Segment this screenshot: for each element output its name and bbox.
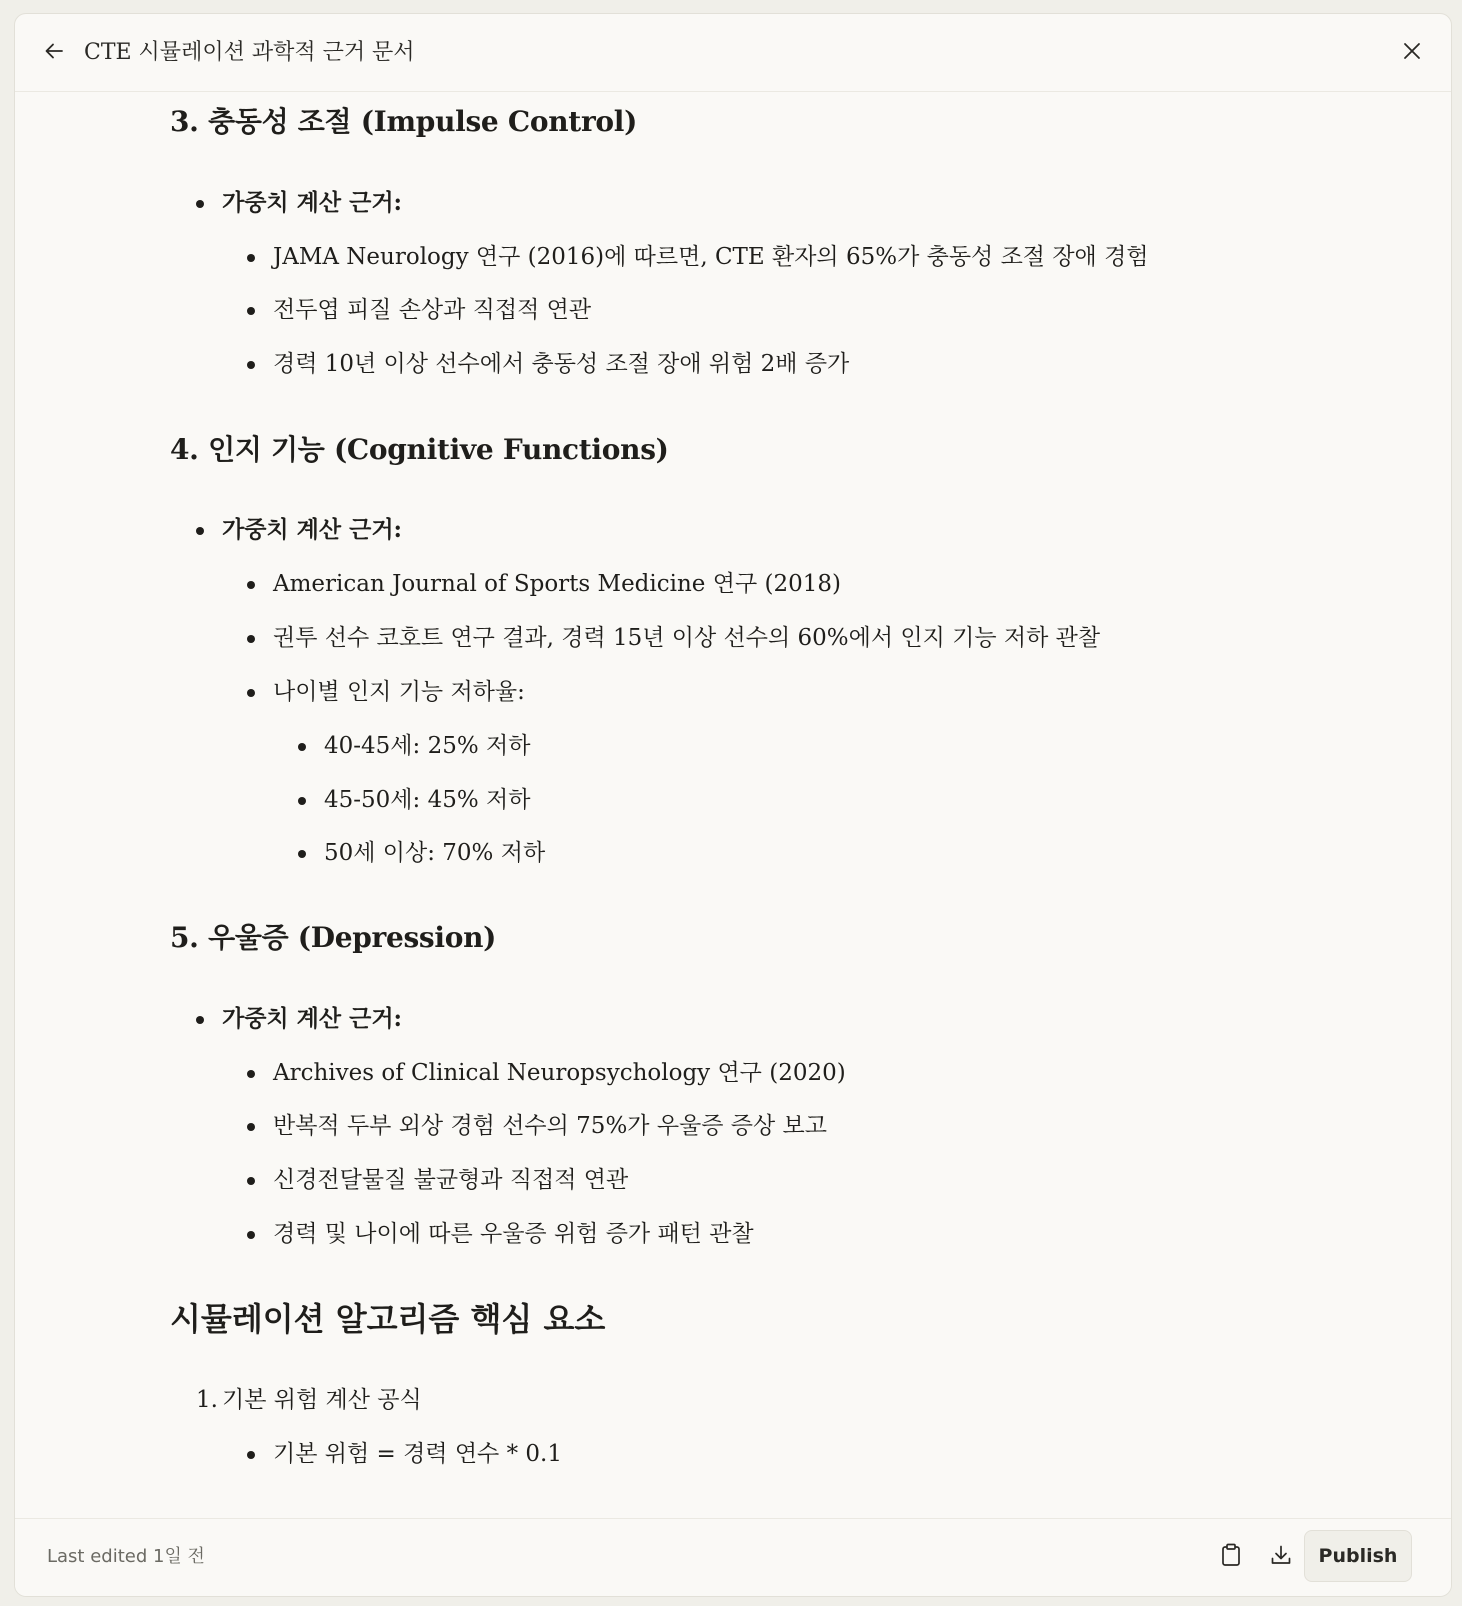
panel-footer — [15, 1518, 1451, 1596]
list-item-text: 경력 10년 이상 선수에서 충동성 조절 장애 위험 2배 증가 — [273, 351, 850, 377]
list-item-text: 전두엽 피질 손상과 직접적 연관 — [273, 297, 592, 323]
list-number: 1. — [196, 1387, 218, 1413]
section-heading-impulse-control: 3. 충동성 조절 (Impulse Control) — [170, 105, 638, 138]
list-item — [273, 348, 849, 380]
arrow-left-icon — [43, 40, 65, 66]
bullet — [247, 635, 255, 643]
bullet — [247, 1231, 255, 1239]
list-item — [324, 730, 530, 762]
copy-button[interactable] — [1215, 1541, 1247, 1573]
list-item — [324, 784, 530, 816]
download-icon — [1270, 1544, 1292, 1570]
download-button[interactable] — [1265, 1541, 1297, 1573]
bullet — [247, 581, 255, 589]
list-item-text: 신경전달물질 불균형과 직접적 연관 — [273, 1167, 629, 1193]
list-item-text: 50세 이상: 70% 저하 — [324, 840, 546, 866]
publish-button[interactable]: Publish — [1304, 1530, 1412, 1582]
clipboard-icon — [1220, 1543, 1242, 1571]
list-item — [273, 294, 591, 326]
list-item — [273, 676, 525, 708]
section-heading-algorithm: 시뮬레이션 알고리즘 핵심 요소 — [170, 1300, 606, 1338]
list-item-text: 권투 선수 코호트 연구 결과, 경력 15년 이상 선수의 60%에서 인지 기능 저하 관찰 — [273, 625, 1101, 651]
list-item — [273, 1164, 628, 1196]
list-item — [273, 622, 1100, 654]
bullet — [247, 1070, 255, 1078]
bullet — [247, 1451, 255, 1459]
list-item — [273, 1110, 827, 1142]
list-item — [324, 837, 545, 869]
list-item-text: 가중치 계산 근거: — [222, 1005, 403, 1032]
bullet — [247, 689, 255, 697]
bullet — [298, 850, 306, 858]
list-item-text: American Journal of Sports Medicine 연구 (2018) — [273, 571, 841, 597]
list-item-text: 반복적 두부 외상 경험 선수의 75%가 우울증 증상 보고 — [273, 1113, 827, 1139]
section-heading-cognitive-functions: 4. 인지 기능 (Cognitive Functions) — [170, 433, 669, 466]
list-item-text: 40-45세: 25% 저하 — [324, 733, 531, 759]
section-heading-depression: 5. 우울증 (Depression) — [170, 921, 497, 954]
list-item — [222, 514, 402, 546]
bullet — [298, 743, 306, 751]
list-item-text: 기본 위험 계산 공식 — [222, 1387, 422, 1413]
list-item-text: JAMA Neurology 연구 (2016)에 따르면, CTE 환자의 65%가 충동성 조절 장애 경험 — [273, 244, 1149, 270]
bullet — [247, 254, 255, 262]
document-title: CTE 시뮬레이션 과학적 근거 문서 — [84, 40, 415, 65]
panel-header — [15, 14, 1451, 92]
bullet — [196, 527, 204, 535]
list-item — [222, 1003, 402, 1035]
list-item — [273, 241, 1149, 273]
bullet — [196, 1016, 204, 1024]
list-item — [222, 187, 402, 219]
list-item-text: 기본 위험 = 경력 연수 * 0.1 — [273, 1441, 562, 1467]
close-icon — [1402, 41, 1422, 65]
list-item-text: 나이별 인지 기능 저하율: — [273, 679, 525, 705]
list-item-text: 가중치 계산 근거: — [222, 516, 403, 543]
numbered-list-item — [196, 1384, 422, 1416]
list-item-text: 가중치 계산 근거: — [222, 189, 403, 216]
list-item-text: 경력 및 나이에 따른 우울증 위험 증가 패턴 관찰 — [273, 1221, 754, 1247]
close-button[interactable] — [1397, 38, 1427, 68]
document-content[interactable] — [15, 92, 1451, 1533]
bullet — [196, 200, 204, 208]
list-item-text: Archives of Clinical Neuropsychology 연구 (2020) — [273, 1060, 846, 1086]
bullet — [247, 361, 255, 369]
bullet — [298, 797, 306, 805]
list-item — [273, 1438, 562, 1470]
last-edited-label: Last edited 1일 전 — [47, 1546, 205, 1567]
list-item — [273, 568, 841, 600]
bullet — [247, 307, 255, 315]
bullet — [247, 1123, 255, 1131]
artifact-panel — [14, 13, 1452, 1597]
list-item-text: 45-50세: 45% 저하 — [324, 787, 531, 813]
back-button[interactable] — [39, 38, 69, 68]
list-item — [273, 1218, 754, 1250]
bullet — [247, 1177, 255, 1185]
list-item — [273, 1057, 846, 1089]
